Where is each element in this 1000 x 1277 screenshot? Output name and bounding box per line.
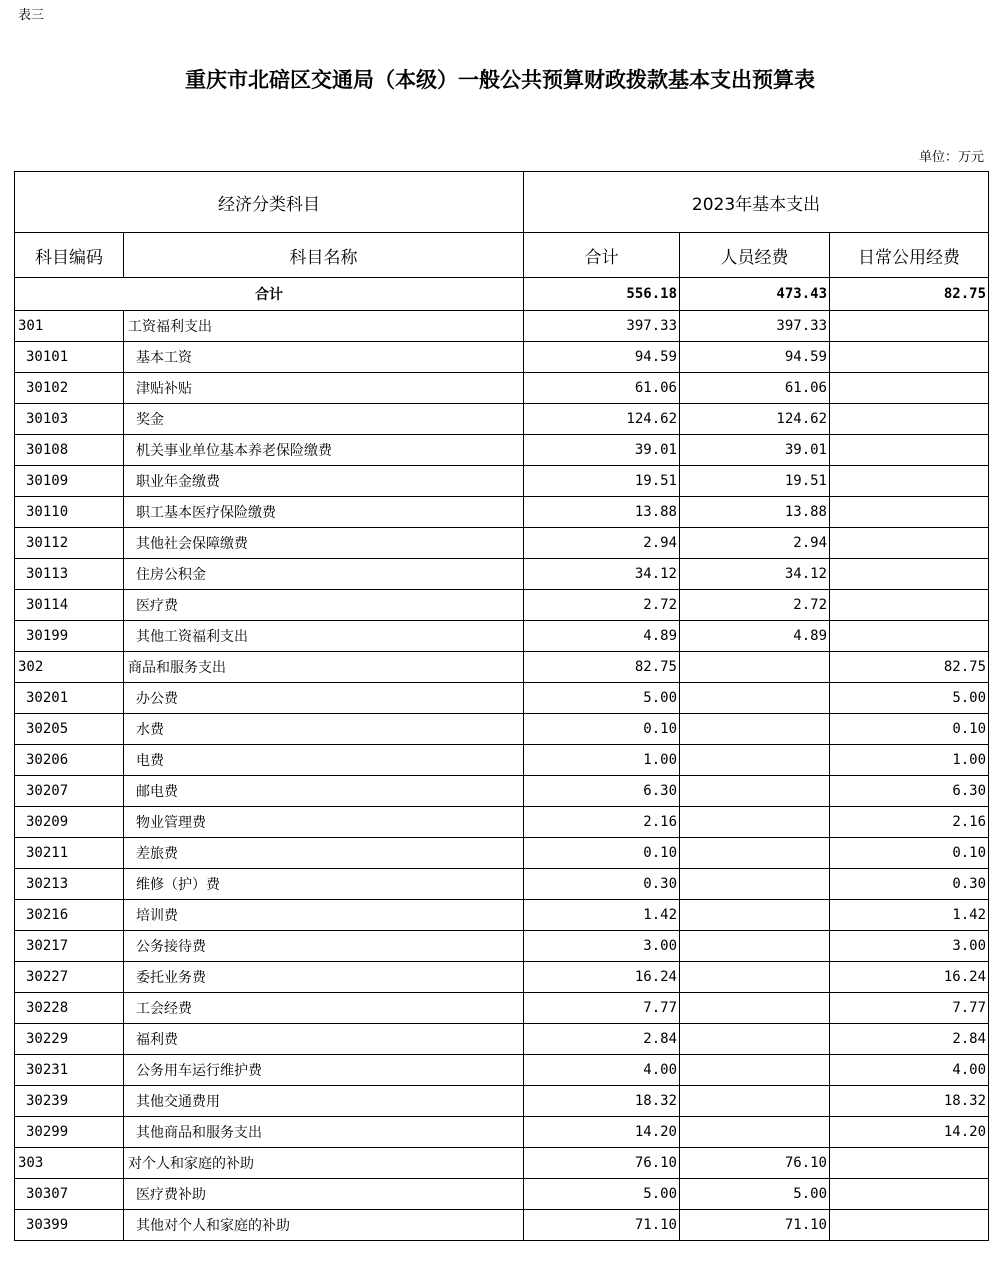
cell-public: [830, 1210, 989, 1241]
cell-code: 30211: [15, 838, 124, 869]
cell-name: 委托业务费: [124, 962, 524, 993]
cell-public: [830, 590, 989, 621]
cell-code: 30112: [15, 528, 124, 559]
cell-code: 30231: [15, 1055, 124, 1086]
table-row: [15, 1117, 989, 1148]
cell-public: 0.10: [830, 714, 989, 745]
cell-public: 1.42: [830, 900, 989, 931]
table-label: 表三: [18, 8, 45, 23]
cell-total: 3.00: [524, 931, 680, 962]
cell-total: 14.20: [524, 1117, 680, 1148]
cell-personnel: 34.12: [680, 559, 830, 590]
total-personnel: 473.43: [680, 278, 830, 311]
cell-name: 公务用车运行维护费: [124, 1055, 524, 1086]
cell-public: 18.32: [830, 1086, 989, 1117]
cell-personnel: [680, 1055, 830, 1086]
table-row: [15, 869, 989, 900]
table-row: [15, 900, 989, 931]
cell-personnel: [680, 838, 830, 869]
cell-personnel: 71.10: [680, 1210, 830, 1241]
cell-total: 6.30: [524, 776, 680, 807]
cell-code: 30217: [15, 931, 124, 962]
budget-table: [14, 171, 989, 1241]
cell-personnel: 13.88: [680, 497, 830, 528]
cell-name: 其他交通费用: [124, 1086, 524, 1117]
cell-name: 对个人和家庭的补助: [124, 1148, 524, 1179]
cell-personnel: [680, 745, 830, 776]
cell-public: 14.20: [830, 1117, 989, 1148]
cell-code: 30239: [15, 1086, 124, 1117]
cell-personnel: [680, 807, 830, 838]
cell-public: [830, 1179, 989, 1210]
cell-code: 30229: [15, 1024, 124, 1055]
cell-total: 7.77: [524, 993, 680, 1024]
cell-public: 1.00: [830, 745, 989, 776]
total-public: 82.75: [830, 278, 989, 311]
table-row: [15, 993, 989, 1024]
cell-total: 4.00: [524, 1055, 680, 1086]
cell-code: 30227: [15, 962, 124, 993]
cell-name: 医疗费补助: [124, 1179, 524, 1210]
cell-name: 邮电费: [124, 776, 524, 807]
cell-name: 差旅费: [124, 838, 524, 869]
cell-name: 其他商品和服务支出: [124, 1117, 524, 1148]
cell-total: 61.06: [524, 373, 680, 404]
cell-name: 医疗费: [124, 590, 524, 621]
cell-total: 19.51: [524, 466, 680, 497]
cell-personnel: 76.10: [680, 1148, 830, 1179]
cell-name: 水费: [124, 714, 524, 745]
cell-name: 物业管理费: [124, 807, 524, 838]
cell-name: 其他工资福利支出: [124, 621, 524, 652]
cell-code: 302: [15, 652, 124, 683]
header-column-row: [15, 233, 989, 278]
cell-code: 30216: [15, 900, 124, 931]
cell-public: [830, 497, 989, 528]
table-row: [15, 497, 989, 528]
cell-total: 94.59: [524, 342, 680, 373]
page-title: 重庆市北碚区交通局（本级）一般公共预算财政拨款基本支出预算表: [185, 68, 815, 92]
table-row: [15, 559, 989, 590]
table-row: [15, 342, 989, 373]
cell-total: 397.33: [524, 311, 680, 342]
cell-public: [830, 373, 989, 404]
header-economic-classification: 经济分类科目: [15, 172, 524, 233]
cell-public: 7.77: [830, 993, 989, 1024]
cell-total: 5.00: [524, 683, 680, 714]
cell-personnel: 19.51: [680, 466, 830, 497]
cell-code: 30213: [15, 869, 124, 900]
cell-name: 其他社会保障缴费: [124, 528, 524, 559]
cell-personnel: [680, 776, 830, 807]
table-row: [15, 745, 989, 776]
cell-name: 职业年金缴费: [124, 466, 524, 497]
cell-code: 30102: [15, 373, 124, 404]
cell-personnel: 2.94: [680, 528, 830, 559]
cell-personnel: [680, 652, 830, 683]
unit-label: 单位：万元: [918, 150, 984, 165]
cell-name: 津贴补贴: [124, 373, 524, 404]
cell-name: 住房公积金: [124, 559, 524, 590]
cell-personnel: 61.06: [680, 373, 830, 404]
cell-public: 4.00: [830, 1055, 989, 1086]
cell-total: 0.30: [524, 869, 680, 900]
column-header-code: 科目编码: [15, 233, 124, 278]
cell-total: 18.32: [524, 1086, 680, 1117]
cell-code: 30109: [15, 466, 124, 497]
cell-name: 办公费: [124, 683, 524, 714]
table-row: [15, 528, 989, 559]
table-row: [15, 1024, 989, 1055]
cell-total: 0.10: [524, 714, 680, 745]
cell-code: 30108: [15, 435, 124, 466]
table-row: [15, 404, 989, 435]
table-row: [15, 1179, 989, 1210]
cell-public: [830, 621, 989, 652]
table-row: [15, 714, 989, 745]
cell-total: 2.84: [524, 1024, 680, 1055]
cell-public: 16.24: [830, 962, 989, 993]
cell-total: 124.62: [524, 404, 680, 435]
cell-personnel: 2.72: [680, 590, 830, 621]
cell-public: 0.10: [830, 838, 989, 869]
table-row: [15, 776, 989, 807]
cell-name: 其他对个人和家庭的补助: [124, 1210, 524, 1241]
cell-name: 基本工资: [124, 342, 524, 373]
cell-code: 30228: [15, 993, 124, 1024]
cell-name: 培训费: [124, 900, 524, 931]
cell-code: 30205: [15, 714, 124, 745]
cell-personnel: [680, 714, 830, 745]
cell-code: 30114: [15, 590, 124, 621]
cell-total: 5.00: [524, 1179, 680, 1210]
cell-total: 4.89: [524, 621, 680, 652]
table-row: [15, 1086, 989, 1117]
cell-name: 福利费: [124, 1024, 524, 1055]
cell-public: 5.00: [830, 683, 989, 714]
cell-public: [830, 528, 989, 559]
cell-code: 30307: [15, 1179, 124, 1210]
cell-code: 30101: [15, 342, 124, 373]
cell-name: 电费: [124, 745, 524, 776]
cell-code: 30103: [15, 404, 124, 435]
cell-name: 职工基本医疗保险缴费: [124, 497, 524, 528]
cell-name: 公务接待费: [124, 931, 524, 962]
cell-code: 303: [15, 1148, 124, 1179]
cell-personnel: 4.89: [680, 621, 830, 652]
cell-code: 30110: [15, 497, 124, 528]
cell-total: 2.16: [524, 807, 680, 838]
cell-total: 1.42: [524, 900, 680, 931]
cell-name: 商品和服务支出: [124, 652, 524, 683]
cell-total: 82.75: [524, 652, 680, 683]
column-header-name: 科目名称: [124, 233, 524, 278]
table-row: [15, 373, 989, 404]
cell-total: 2.94: [524, 528, 680, 559]
header-basic-expenditure-2023: 2023年基本支出: [524, 172, 989, 233]
cell-code: 30113: [15, 559, 124, 590]
cell-public: [830, 466, 989, 497]
cell-personnel: [680, 1086, 830, 1117]
table-row: [15, 1210, 989, 1241]
total-amount: 556.18: [524, 278, 680, 311]
cell-personnel: [680, 993, 830, 1024]
cell-name: 工会经费: [124, 993, 524, 1024]
table-row: [15, 311, 989, 342]
column-header-public: 日常公用经费: [830, 233, 989, 278]
cell-total: 71.10: [524, 1210, 680, 1241]
cell-public: 3.00: [830, 931, 989, 962]
cell-personnel: [680, 1117, 830, 1148]
cell-name: 维修（护）费: [124, 869, 524, 900]
table-row: [15, 931, 989, 962]
table-row: [15, 1055, 989, 1086]
table-row: [15, 621, 989, 652]
cell-public: 2.16: [830, 807, 989, 838]
cell-code: 30299: [15, 1117, 124, 1148]
cell-total: 0.10: [524, 838, 680, 869]
cell-code: 30209: [15, 807, 124, 838]
table-row: [15, 652, 989, 683]
cell-personnel: [680, 900, 830, 931]
cell-public: [830, 404, 989, 435]
table-row: [15, 807, 989, 838]
cell-personnel: 397.33: [680, 311, 830, 342]
cell-personnel: [680, 1024, 830, 1055]
cell-personnel: 124.62: [680, 404, 830, 435]
cell-code: 301: [15, 311, 124, 342]
table-row: [15, 683, 989, 714]
cell-total: 39.01: [524, 435, 680, 466]
column-header-personnel: 人员经费: [680, 233, 830, 278]
cell-public: 2.84: [830, 1024, 989, 1055]
cell-public: 0.30: [830, 869, 989, 900]
cell-personnel: 94.59: [680, 342, 830, 373]
total-row: [15, 278, 989, 311]
cell-total: 76.10: [524, 1148, 680, 1179]
cell-code: 30399: [15, 1210, 124, 1241]
table-row: [15, 590, 989, 621]
cell-personnel: 5.00: [680, 1179, 830, 1210]
cell-total: 2.72: [524, 590, 680, 621]
table-row: [15, 466, 989, 497]
column-header-total: 合计: [524, 233, 680, 278]
table-row: [15, 1148, 989, 1179]
cell-total: 16.24: [524, 962, 680, 993]
cell-public: [830, 435, 989, 466]
table-row: [15, 435, 989, 466]
cell-personnel: [680, 962, 830, 993]
cell-name: 工资福利支出: [124, 311, 524, 342]
cell-total: 1.00: [524, 745, 680, 776]
cell-code: 30206: [15, 745, 124, 776]
cell-code: 30199: [15, 621, 124, 652]
cell-name: 机关事业单位基本养老保险缴费: [124, 435, 524, 466]
cell-public: [830, 311, 989, 342]
cell-name: 奖金: [124, 404, 524, 435]
cell-total: 34.12: [524, 559, 680, 590]
header-group-row: [15, 172, 989, 233]
cell-total: 13.88: [524, 497, 680, 528]
cell-personnel: [680, 869, 830, 900]
total-label: 合计: [15, 278, 524, 311]
cell-public: 6.30: [830, 776, 989, 807]
table-row: [15, 962, 989, 993]
cell-public: [830, 342, 989, 373]
cell-public: [830, 1148, 989, 1179]
cell-public: [830, 559, 989, 590]
cell-code: 30207: [15, 776, 124, 807]
cell-personnel: [680, 683, 830, 714]
cell-personnel: 39.01: [680, 435, 830, 466]
cell-personnel: [680, 931, 830, 962]
cell-code: 30201: [15, 683, 124, 714]
table-row: [15, 838, 989, 869]
cell-public: 82.75: [830, 652, 989, 683]
